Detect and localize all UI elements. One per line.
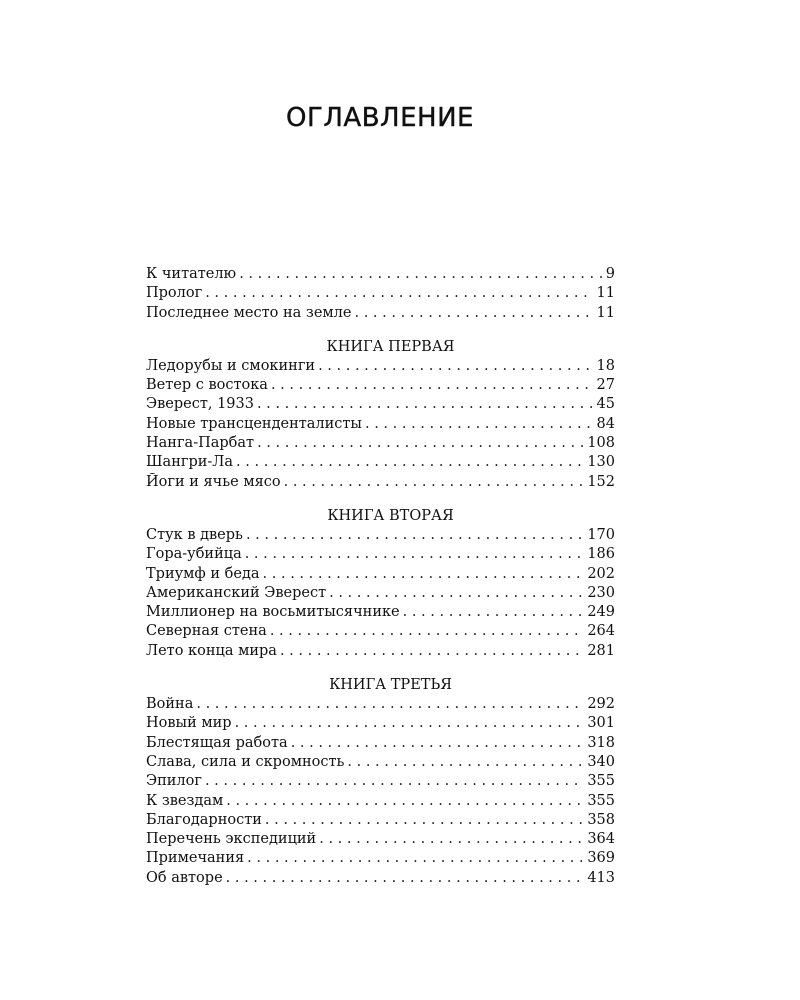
dot-leader bbox=[226, 869, 584, 888]
dot-leader bbox=[284, 473, 584, 492]
entry-title: Нанга-Парбат bbox=[146, 435, 255, 452]
dot-leader bbox=[271, 376, 593, 395]
dot-leader bbox=[205, 284, 592, 303]
page-number: 186 bbox=[587, 546, 615, 563]
page-number: 281 bbox=[587, 642, 615, 659]
dot-leader bbox=[318, 357, 592, 376]
entry-title: Йоги и ячье мясо bbox=[146, 473, 281, 490]
entry-title: Стук в дверь bbox=[146, 526, 243, 543]
dot-leader bbox=[280, 642, 583, 661]
dot-leader bbox=[270, 622, 584, 641]
dot-leader bbox=[263, 565, 584, 584]
dot-leader bbox=[403, 603, 584, 622]
dot-leader bbox=[319, 830, 583, 849]
page-number: 364 bbox=[587, 831, 615, 848]
toc-entry[interactable] bbox=[146, 395, 615, 414]
page-number: 301 bbox=[587, 715, 615, 732]
entry-title: Перечень экспедиций bbox=[146, 831, 317, 848]
entry-title: Новые трансценденталисты bbox=[146, 415, 362, 432]
toc-entry[interactable] bbox=[146, 792, 615, 811]
dot-leader bbox=[291, 734, 584, 753]
dot-leader bbox=[354, 304, 592, 323]
dot-leader bbox=[246, 526, 583, 545]
toc-entry[interactable] bbox=[146, 734, 615, 753]
dot-leader bbox=[247, 849, 583, 868]
entry-title: Ветер с востока bbox=[146, 377, 268, 394]
toc-section bbox=[146, 337, 615, 492]
dot-leader bbox=[226, 792, 583, 811]
toc-section bbox=[146, 265, 615, 323]
toc-entry[interactable] bbox=[146, 772, 615, 791]
entry-title: Северная стена bbox=[146, 623, 267, 640]
page-number: 45 bbox=[596, 396, 615, 413]
page-number: 413 bbox=[587, 869, 615, 886]
dot-leader bbox=[205, 772, 583, 791]
toc-entry[interactable] bbox=[146, 603, 615, 622]
section-heading: КНИГА ТРЕТЬЯ bbox=[329, 677, 452, 694]
toc-entry[interactable] bbox=[146, 265, 615, 284]
toc-entry[interactable] bbox=[146, 473, 615, 492]
page-number: 249 bbox=[587, 604, 615, 621]
dot-leader bbox=[265, 811, 583, 830]
entry-title: Слава, сила и скромность bbox=[146, 753, 345, 770]
entry-title: Гора-убийца bbox=[146, 546, 242, 563]
page-number: 340 bbox=[587, 753, 615, 770]
entry-title: К читателю bbox=[146, 266, 237, 282]
entry-title: Миллионер на восьмитысячнике bbox=[146, 604, 400, 621]
dot-leader bbox=[329, 584, 583, 603]
entry-title: Война bbox=[146, 696, 194, 713]
dot-leader bbox=[196, 695, 583, 714]
page-number: 264 bbox=[587, 623, 615, 640]
table-of-contents bbox=[146, 265, 615, 888]
toc-entry[interactable] bbox=[146, 811, 615, 830]
entry-title: Эпилог bbox=[146, 773, 202, 790]
toc-entry[interactable] bbox=[146, 415, 615, 434]
entry-title: Последнее место на земле bbox=[146, 304, 352, 321]
dot-leader bbox=[257, 434, 583, 453]
page-number: 355 bbox=[587, 792, 615, 809]
toc-entry[interactable] bbox=[146, 753, 615, 772]
page-number: 152 bbox=[587, 473, 615, 490]
toc-entry[interactable] bbox=[146, 565, 615, 584]
entry-title: Благодарности bbox=[146, 811, 262, 828]
toc-entry[interactable] bbox=[146, 695, 615, 714]
section-heading: КНИГА ПЕРВАЯ bbox=[326, 338, 455, 355]
toc-entry[interactable] bbox=[146, 545, 615, 564]
page-number: 292 bbox=[587, 696, 615, 713]
toc-entry[interactable] bbox=[146, 284, 615, 303]
page-number: 27 bbox=[596, 377, 615, 394]
entry-title: К звездам bbox=[146, 792, 224, 809]
page-number: 108 bbox=[587, 435, 615, 452]
toc-entry[interactable] bbox=[146, 849, 615, 868]
toc-entry[interactable] bbox=[146, 869, 615, 888]
toc-entry[interactable] bbox=[146, 526, 615, 545]
page-number: 170 bbox=[587, 526, 615, 543]
dot-leader bbox=[257, 395, 593, 414]
toc-entry[interactable] bbox=[146, 714, 615, 733]
toc-entry[interactable] bbox=[146, 357, 615, 376]
dot-leader bbox=[235, 714, 584, 733]
page-number: 369 bbox=[587, 850, 615, 867]
page-number: 11 bbox=[596, 285, 615, 302]
entry-title: Американский Эверест bbox=[146, 584, 327, 601]
dot-leader bbox=[347, 753, 583, 772]
page-number: 202 bbox=[587, 565, 615, 582]
entry-title: Примечания bbox=[146, 850, 245, 867]
page-title: ОГЛАВЛЕНИЕ bbox=[286, 103, 474, 133]
entry-title: Новый мир bbox=[146, 715, 232, 732]
page-number: 11 bbox=[596, 304, 615, 321]
dot-leader bbox=[236, 453, 583, 472]
dot-leader bbox=[245, 545, 584, 564]
page-number: 358 bbox=[587, 811, 615, 828]
section-heading: КНИГА ВТОРАЯ bbox=[327, 507, 454, 524]
entry-title: Пролог bbox=[146, 285, 203, 302]
toc-section bbox=[146, 675, 615, 888]
page-number: 318 bbox=[587, 734, 615, 751]
entry-title: Шангри-Ла bbox=[146, 454, 234, 471]
toc-entry[interactable] bbox=[146, 622, 615, 641]
page-number: 230 bbox=[587, 584, 615, 601]
toc-entry[interactable] bbox=[146, 434, 615, 453]
entry-title: Об авторе bbox=[146, 869, 223, 886]
toc-entry[interactable] bbox=[146, 584, 615, 603]
toc-entry[interactable] bbox=[146, 642, 615, 661]
page-number: 355 bbox=[587, 773, 615, 790]
entry-title: Лето конца мира bbox=[146, 642, 277, 659]
entry-title: Блестящая работа bbox=[146, 734, 288, 751]
page-number: 84 bbox=[596, 415, 615, 432]
toc-entry[interactable] bbox=[146, 376, 615, 395]
toc-entry[interactable] bbox=[146, 304, 615, 323]
entry-title: Ледорубы и смокинги bbox=[146, 357, 316, 374]
toc-entry[interactable] bbox=[146, 830, 615, 849]
entry-title: Триумф и беда bbox=[146, 565, 260, 582]
toc-entry[interactable] bbox=[146, 453, 615, 472]
page-number: 9 bbox=[605, 266, 615, 282]
dot-leader bbox=[365, 415, 593, 434]
entry-title: Эверест, 1933 bbox=[146, 396, 254, 413]
page-number: 18 bbox=[596, 357, 615, 374]
dot-leader bbox=[239, 265, 602, 284]
toc-section bbox=[146, 506, 615, 661]
page-number: 130 bbox=[587, 454, 615, 471]
